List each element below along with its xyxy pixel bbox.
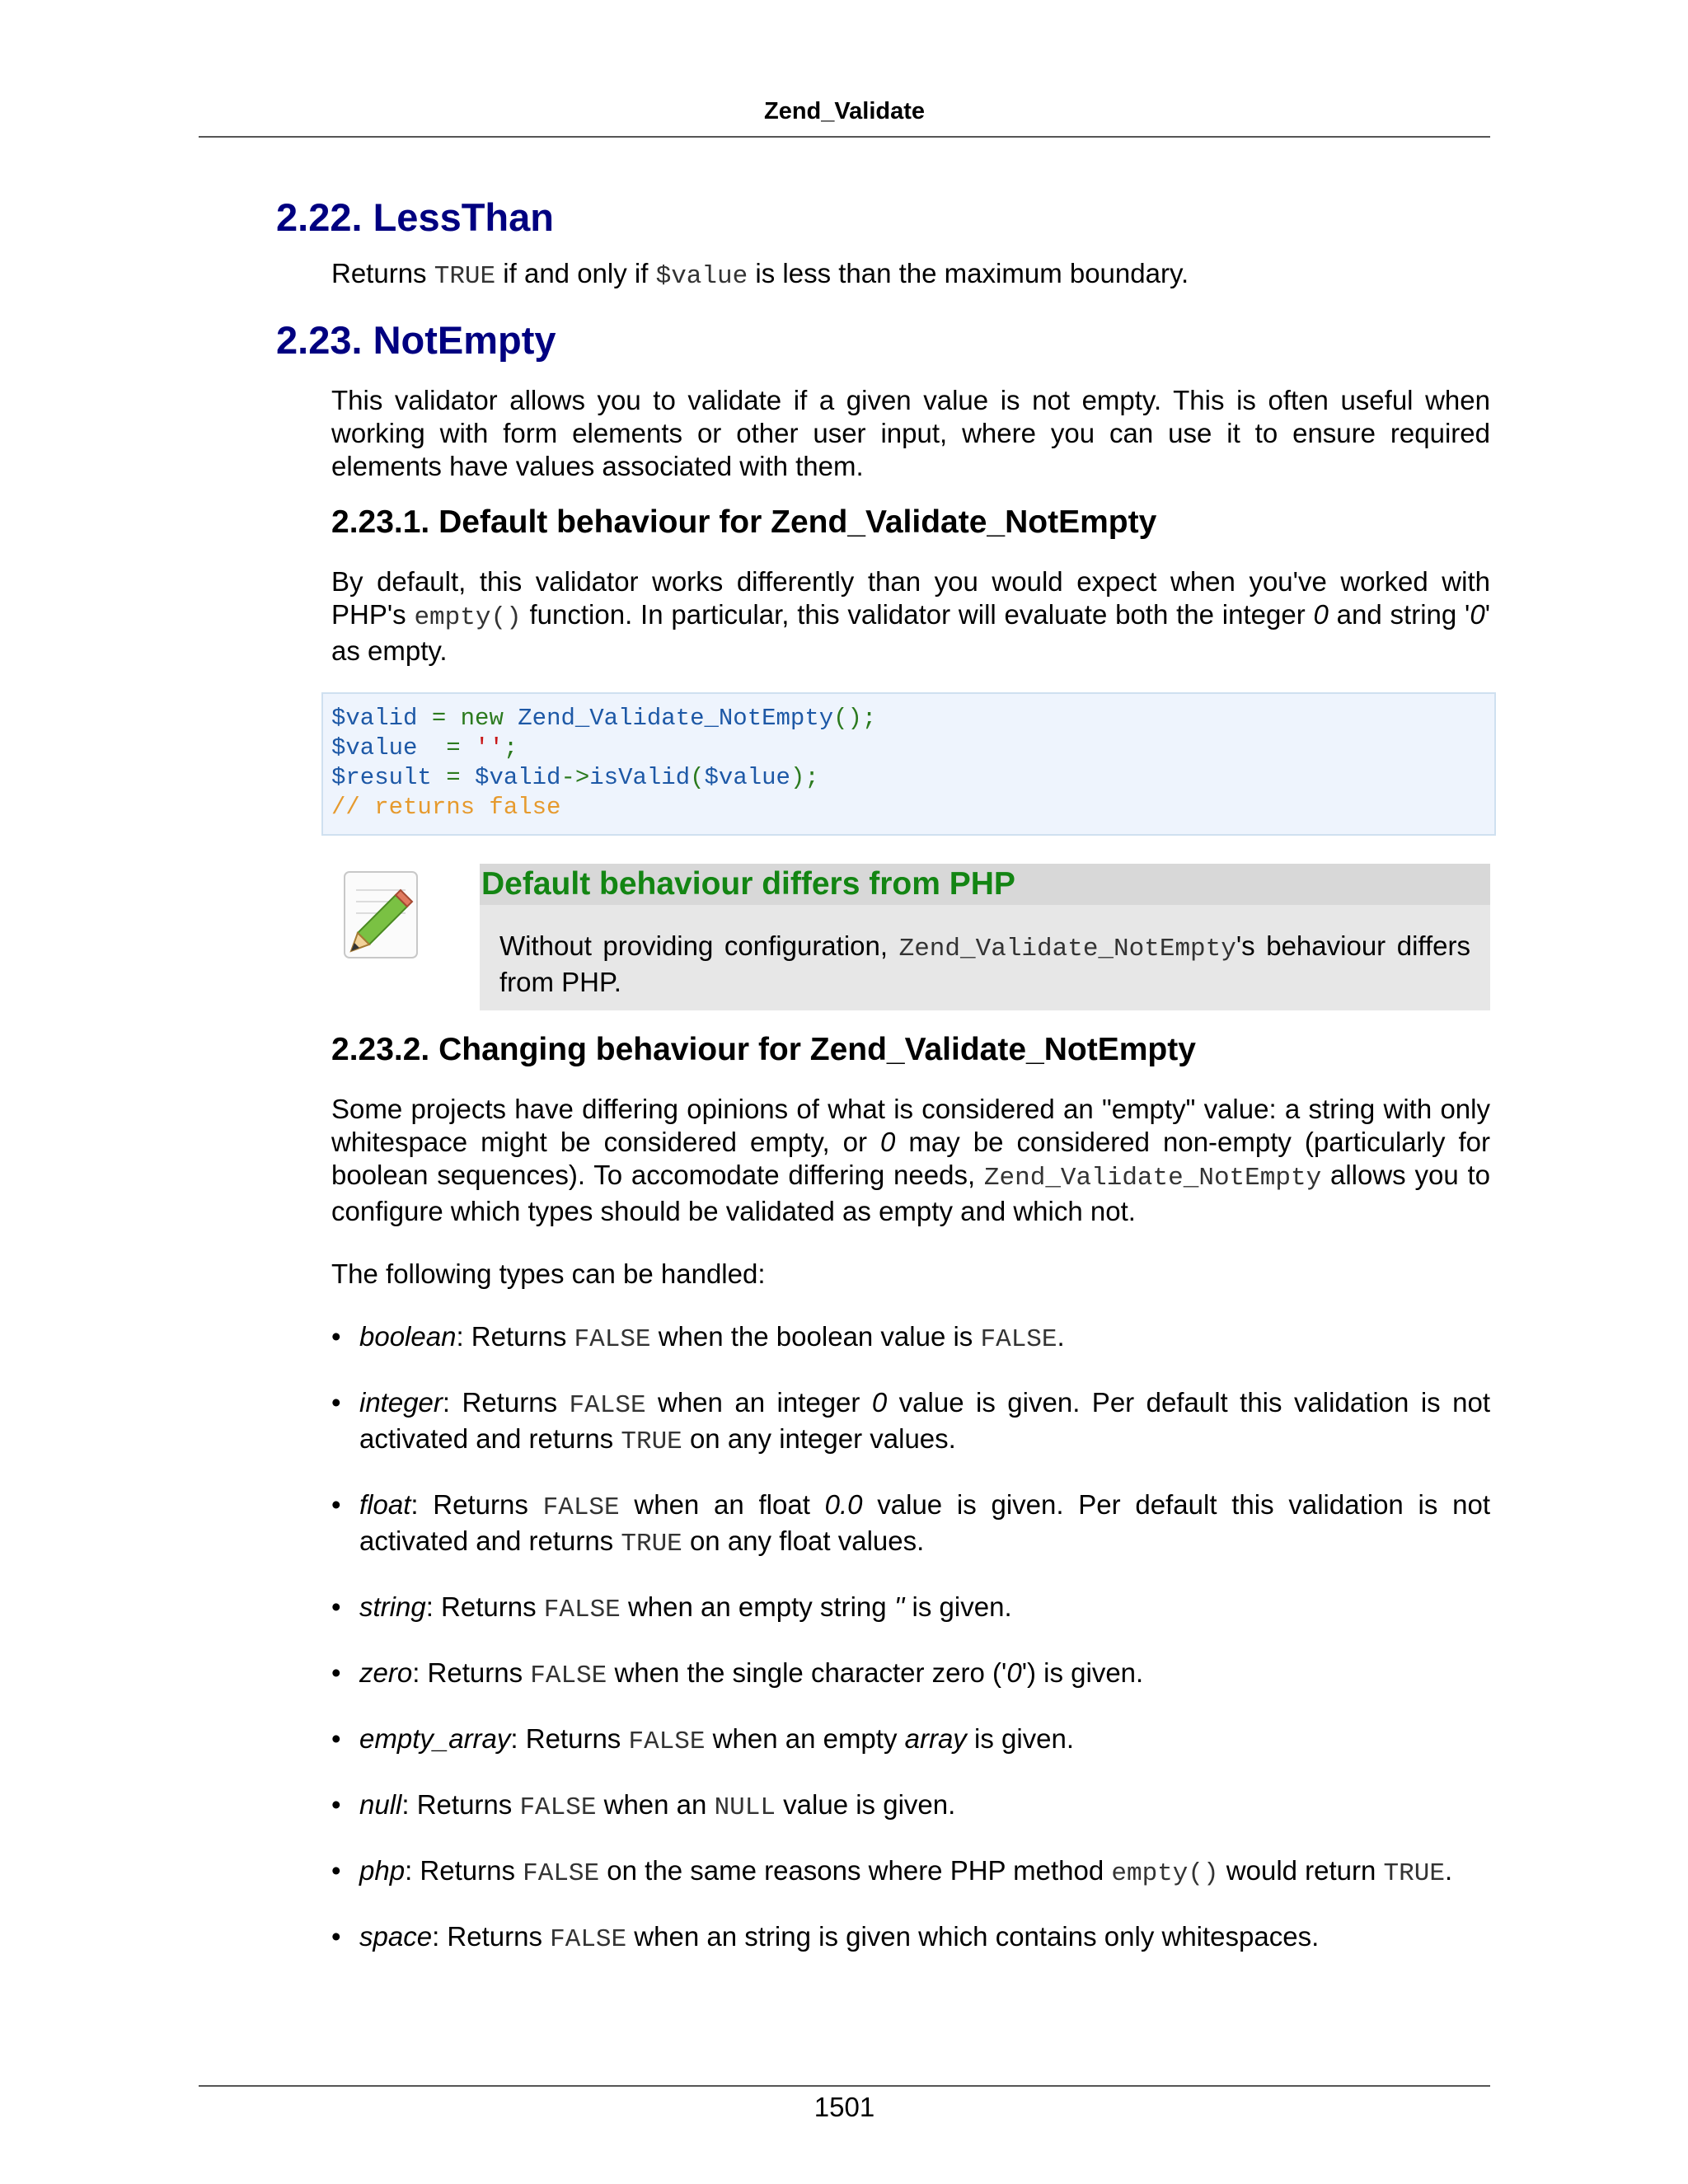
subsection-heading-default: 2.23.1. Default behaviour for Zend_Validate_NotEmpty xyxy=(331,504,1157,540)
types-list xyxy=(331,1320,1490,1957)
note-text: Without providing configuration, Zend_Validate_NotEmpty's behaviour differs from PHP. xyxy=(499,930,1470,997)
page-number: 1501 xyxy=(814,2092,875,2122)
code-example xyxy=(321,692,1496,836)
header-divider xyxy=(199,136,1490,138)
note-title: Default behaviour differs from PHP xyxy=(480,864,1490,905)
code-line: $result = $valid->isValid($value); xyxy=(331,764,819,791)
list-item: • boolean: Returns FALSE when the boolean value is FALSE. xyxy=(331,1321,1065,1354)
list-item: • php: Returns FALSE on the same reasons where PHP method empty() would return TRUE. xyxy=(331,1855,1453,1888)
note-admonition xyxy=(331,864,1490,1014)
list-item: • space: Returns FALSE when an string is given which contains only whitespaces. xyxy=(331,1921,1320,1954)
code-line: // returns false xyxy=(331,794,561,821)
lessthan-description: Returns TRUE if and only if $value is less than the maximum boundary. xyxy=(331,258,1189,291)
list-item: • string: Returns FALSE when an empty string '' is given. xyxy=(331,1591,1012,1624)
notempty-intro: This validator allows you to validate if a given value is not empty. This is often useful when working with form elements or other user input, where you can use it to ensure required elements have values associated with them. xyxy=(331,385,1490,481)
default-behaviour-text: By default, this validator works differently than you would expect when you've worked with PHP's empty() function. In particular, this validator will evaluate both the integer 0 and string '0' as empty. xyxy=(331,566,1491,666)
section-heading-lessthan: 2.22. LessThan xyxy=(276,195,554,239)
page-content xyxy=(276,188,1490,1957)
code-line: $valid = new Zend_Validate_NotEmpty(); xyxy=(331,705,877,732)
changing-behaviour-text: Some projects have differing opinions of what is considered an "empty" value: a string with only whitespace might be considered empty, or 0 may be considered non-empty (particularly for boolean sequences). To accomodate differing needs, Zend_Validate_NotEmpty allows you to configure which types should be validated as empty and which not. xyxy=(331,1094,1491,1226)
footer-divider xyxy=(199,2085,1490,2087)
code-line: $value = ''; xyxy=(331,734,518,762)
list-item: • zero: Returns FALSE when the single character zero ('0') is given. xyxy=(331,1657,1144,1690)
list-item: • integer: Returns FALSE when an integer 0 value is given. Per default this validation is not activated and returns TRUE on any integer values. xyxy=(331,1387,1490,1456)
page-header: Zend_Validate xyxy=(763,98,925,124)
types-intro: The following types can be handled: xyxy=(331,1258,766,1289)
list-item: • null: Returns FALSE when an NULL value is given. xyxy=(331,1789,956,1822)
list-item: • float: Returns FALSE when an float 0.0 value is given. Per default this validation is not activated and returns TRUE on any float values. xyxy=(331,1489,1490,1558)
section-heading-notempty: 2.23. NotEmpty xyxy=(276,318,556,362)
note-box xyxy=(480,864,1490,1010)
list-item: • empty_array: Returns FALSE when an empty array is given. xyxy=(331,1723,1075,1756)
pencil-note-icon xyxy=(338,867,424,963)
subsection-heading-changing: 2.23.2. Changing behaviour for Zend_Validate_NotEmpty xyxy=(331,1032,1196,1067)
